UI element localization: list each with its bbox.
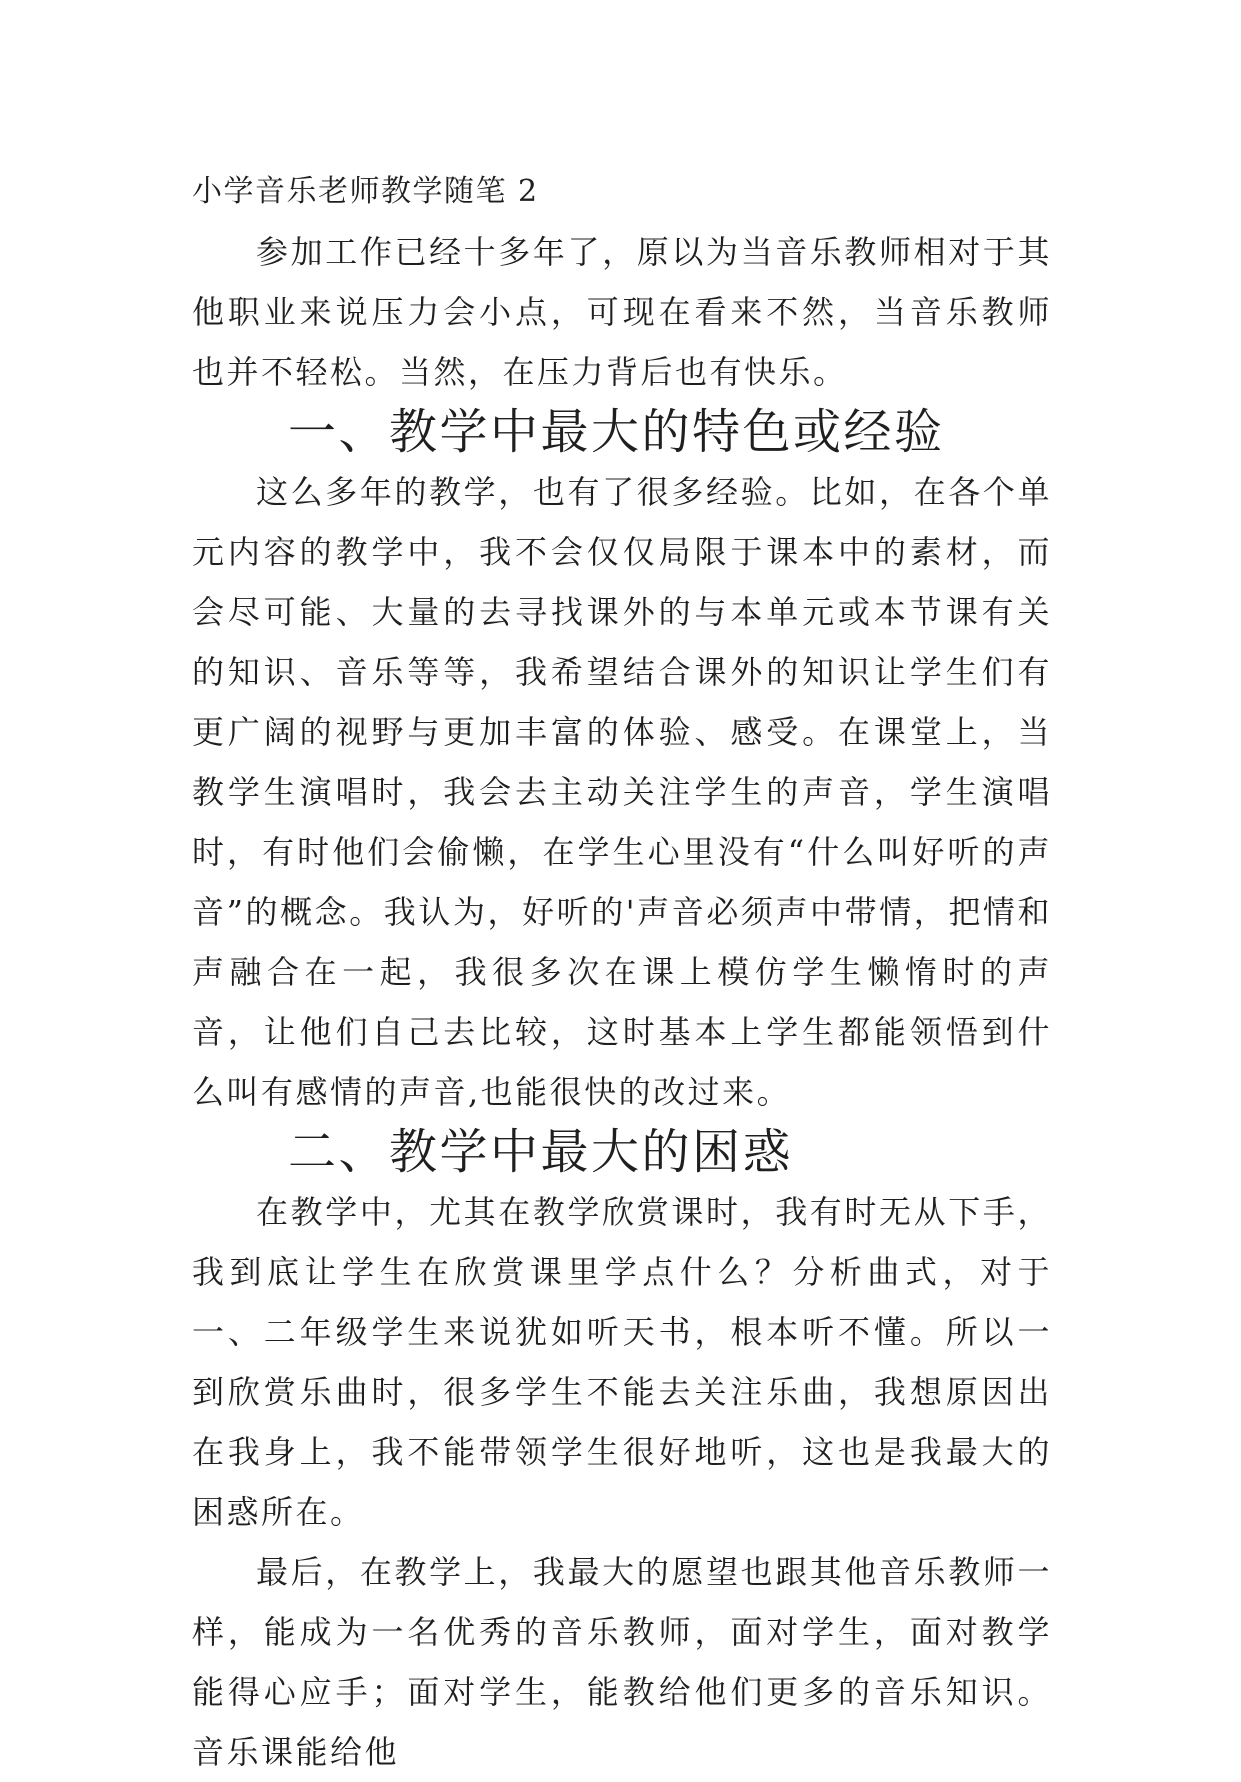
paragraph-intro: 参加工作已经十多年了，原以为当音乐教师相对于其他职业来说压力会小点，可现在看来不然，当音乐教师也并不轻松。当然，在压力背后也有快乐。 [192,233,1052,391]
document-title: 小学音乐老师教学随笔 2 [192,174,539,209]
paragraph-confusion: 在教学中，尤其在教学欣赏课时，我有时无从下手，我到底让学生在欣赏课里学点什么？分析曲式，对于一、二年级学生来说犹如听天书，根本听不懂。所以一到欣赏乐曲时，很多学生不能去关注乐曲，我想原因出在我身上，我不能带领学生很好地听，这也是我最大的困惑所在。 [192,1193,1052,1531]
section-heading-2: 二、教学中最大的困惑 [288,1124,794,1180]
paragraph-experience: 这么多年的教学，也有了很多经验。比如，在各个单元内容的教学中，我不会仅仅局限于课本中的素材，而会尽可能、大量的去寻找课外的与本单元或本节课有关的知识、音乐等等，我希望结合课外的知识让学生们有更广阔的视野与更加丰富的体验、感受。在课堂上，当教学生演唱时，我会去主动关注学生的声音，学生演唱时，有时他们会偷懒，在学生心里没有“什么叫好听的声音”的概念。我认为，好听的'声音必须声中带情，把情和声融合在一起，我很多次在课上模仿学生懒惰时的声音，让他们自己去比较，这时基本上学生都能领悟到什么叫有感情的声音,也能很快的改过来。 [192,473,1052,1111]
section-heading-1: 一、教学中最大的特色或经验 [288,404,945,460]
document-body [192,162,1052,1782]
paragraph-conclusion: 最后，在教学上，我最大的愿望也跟其他音乐教师一样，能成为一名优秀的音乐教师，面对学生，面对教学能得心应手；面对学生，能教给他们更多的音乐知识。音乐课能给他 [192,1553,1052,1771]
